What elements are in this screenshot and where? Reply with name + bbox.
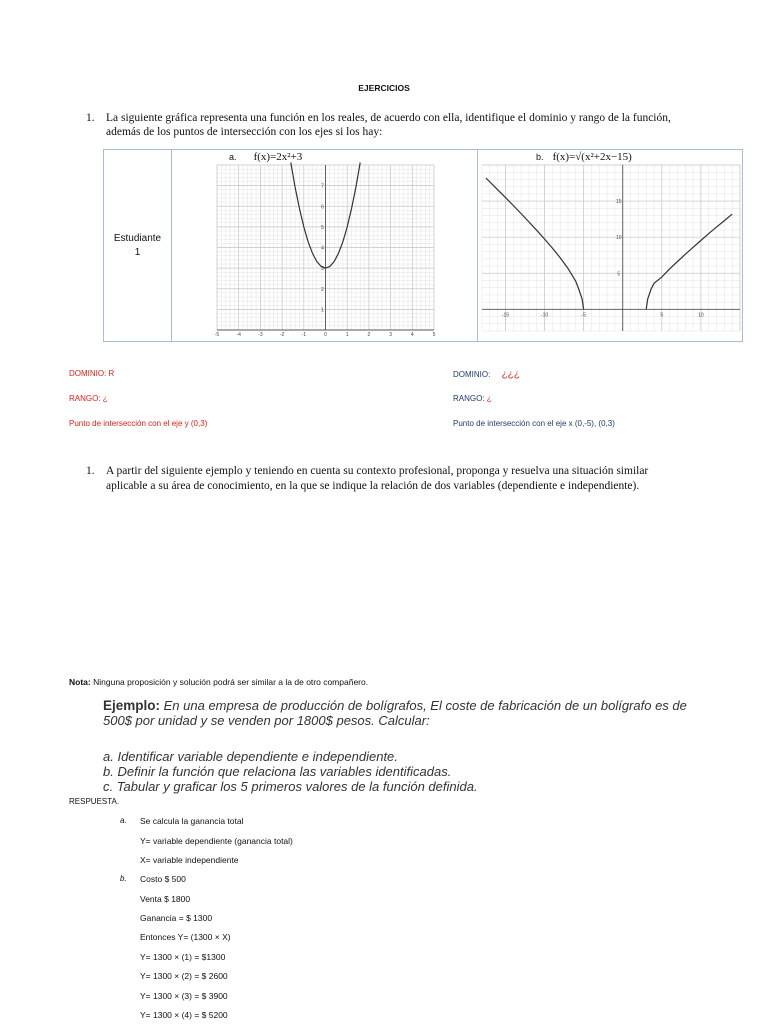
x-tick-label: 5 [432,332,436,338]
chart-a [172,150,477,341]
y-tick-label: 1 [321,307,324,314]
y-tick-label: 3 [321,266,324,273]
y-tick-label: 5 [321,224,324,231]
x-tick-label: 5 [660,312,664,319]
ejemplo-item-mark: b. [103,764,114,779]
ejemplo-item-mark: c. [103,779,114,794]
ejemplo-item-mark: a. [103,749,114,764]
respuesta-line: Y= 1300 × (3) = $ 3900 [140,991,228,1001]
student-number: 1 [134,246,141,258]
respuesta-line: X= variable independiente [140,855,239,865]
nota-text: Ninguna proposición y solución podrá ser similar a la de otro compañero. [93,677,369,687]
ejemplo [103,698,703,728]
y-tick-label: 5 [617,271,621,278]
y-tick-label: 2 [321,286,324,293]
y-tick-label: 4 [321,245,324,252]
ejemplo-item-text: Identificar variable dependiente e independiente. [117,749,398,764]
respuesta-line: Ganancia = $ 1300 [140,913,213,923]
y-tick-label: 6 [321,204,324,211]
nota-label: Nota: [69,677,91,687]
series-line [486,178,584,309]
dominio-a: DOMINIO: R [69,369,115,378]
x-tick-label: 3 [389,332,392,338]
ejemplo-item-text: Tabular y graficar los 5 primeros valores de la función definida. [116,779,478,794]
x-tick-label: -4 [236,332,241,338]
intersection-a: Punto de intersección con el eje y (0,3) [69,419,208,428]
x-tick-label: 10 [698,312,704,319]
respuesta-a-mark: a. [120,816,127,825]
graph-table [103,149,743,342]
x-tick-label: -1 [301,332,307,338]
y-tick-label: 7 [321,183,324,190]
x-tick-label: -2 [279,332,285,338]
respuesta-line: Y= 1300 × (1) = $1300 [140,952,226,962]
graph-b-formula: f(x)=√(x²+2x−15) [552,151,632,163]
question-number: 1. [86,112,95,124]
x-tick-label: -3 [258,332,263,338]
respuesta-line: Y= 1300 × (4) = $ 5200 [140,1010,228,1020]
respuesta-b-mark: b. [120,874,127,883]
ejemplo-item [103,749,398,764]
respuesta-line: Costo $ 500 [140,874,186,884]
x-tick-label: -5 [581,312,586,319]
graph-a-formula: f(x)=2x²+3 [253,151,303,163]
nota [69,677,368,687]
x-tick-label: 1 [345,332,349,338]
ejemplo-label: Ejemplo: [103,698,161,713]
ejemplo-text: En una empresa de producción de bolígrafos, El coste de fabricación de un bolígrafo es de 500$ por unidad y se venden por 1800$ pesos. Calcular: [103,698,687,728]
rango-a: RANGO: ¿ [69,394,108,403]
x-tick-label: 0 [324,332,327,338]
ejemplo-item-text: Definir la función que relaciona las variables identificadas. [117,764,452,779]
dominio-b [453,369,520,380]
dominio-b-value: ¿¿¿ [501,369,520,380]
dominio-b-label: DOMINIO: [453,370,491,379]
graph-b-label: b. [536,152,544,162]
respuesta-line: Entonces Y= (1300 × X) [140,932,231,942]
question-text: La siguiente gráfica representa una función en los reales, de acuerdo con ella, identifique el dominio y rango de la función, además de los puntos de intersección con los ejes si los hay: [106,112,671,138]
question-text: A partir del siguiente ejemplo y teniendo en cuenta su contexto profesional, proponga y resuelva una situación similar aplicable a su área de conocimiento, en la que se indique la relación de dos variables (dependiente e independiente). [106,465,649,492]
x-tick-label: -5 [214,332,220,338]
respuesta-line: Se calcula la ganancia total [140,816,244,826]
respuesta-label: RESPUESTA. [69,797,120,806]
rango-b-label: RANGO: [453,394,485,403]
x-tick-label: -15 [501,312,510,319]
graph-b-cell [478,150,743,342]
graph-a-cell [172,150,478,342]
student-label: Estudiante [113,232,162,244]
chart-b [478,150,742,341]
page-title: EJERCICIOS [358,83,410,93]
x-tick-label: 4 [410,332,414,338]
ejemplo-item [103,764,451,779]
student-cell [104,150,172,342]
graph-a-label: a. [229,152,237,162]
rango-b [453,394,492,403]
ejemplo-item [103,779,478,794]
x-tick-label: 2 [367,332,371,338]
respuesta-line: Venta $ 1800 [140,894,191,904]
rango-b-value: ¿ [486,394,492,403]
x-tick-label: -10 [540,312,549,319]
intersection-b: Punto de intersección con el eje x (0,-5), (0,3) [453,419,615,428]
y-tick-label: 10 [615,235,622,242]
question-number: 1. [86,465,95,477]
y-tick-label: 15 [615,199,622,206]
respuesta-line: Y= variable dependiente (ganancia total) [140,836,293,846]
respuesta-line: Y= 1300 × (2) = $ 2600 [140,971,228,981]
